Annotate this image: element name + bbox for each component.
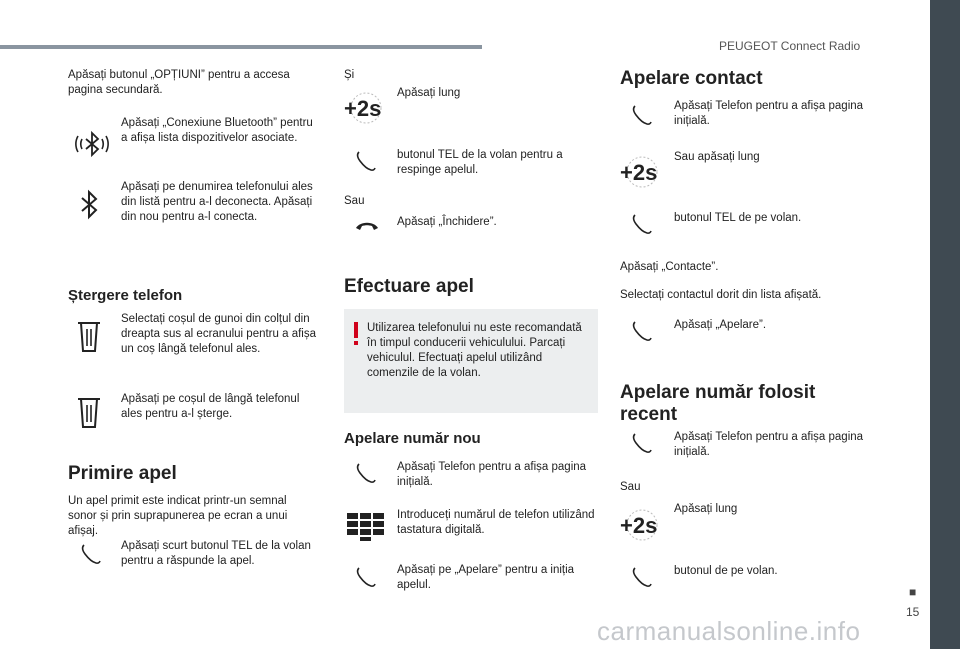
- delete-phone-heading: Ștergere telefon: [68, 287, 183, 304]
- contact-step-1: Apăsați Telefon pentru a afișa pagina inițială.: [674, 100, 864, 127]
- hang-up-icon: [354, 219, 380, 238]
- new-number-heading: Apelare număr nou: [344, 430, 481, 447]
- phone-handset-icon: [355, 566, 377, 593]
- keypad-icon: [347, 513, 385, 546]
- phone-handset-icon: [631, 566, 653, 593]
- recent-long-press: Apăsați lung: [674, 503, 738, 515]
- make-call-heading: Efectuare apel: [344, 276, 474, 297]
- delete-step-2: Apăsați pe coșul de lângă telefonul ales pentru a-l șterge.: [121, 393, 300, 420]
- receive-call-text: Un apel primit este indicat printr-un semnal sonor și prin suprapunerea pe ecran a unui afișaj.: [68, 495, 288, 537]
- recent-button-step: butonul de pe volan.: [674, 565, 778, 577]
- receive-call-step: Apăsați scurt butonul TEL de la volan pentru a răspunde la apel.: [121, 540, 311, 567]
- contact-step-3: butonul TEL de pe volan.: [674, 212, 802, 224]
- long-press-2s-icon: [344, 90, 384, 131]
- phone-handset-icon: [631, 320, 653, 347]
- bt-connection-step: Apăsați „Conexiune Bluetooth” pentru a afișa lista dispozitivelor asociate.: [121, 117, 313, 144]
- trash-icon: [77, 396, 101, 435]
- warning-exclamation-icon: [352, 322, 360, 351]
- phone-handset-icon: [355, 150, 377, 177]
- call-contact-heading: Apelare contact: [620, 68, 763, 89]
- options-intro: Apăsați butonul „OPȚIUNI” pentru a accesa pagina secundară.: [68, 69, 290, 96]
- and-label: Și: [344, 69, 355, 81]
- contacts-step: Apăsați „Contacte”.: [620, 261, 719, 273]
- header-title: PEUGEOT Connect Radio: [719, 39, 861, 53]
- page-marker: ■: [909, 585, 917, 599]
- recent-number-heading: Apelare număr folosit recent: [620, 382, 816, 425]
- long-press-label: Apăsați lung: [397, 87, 461, 99]
- or-label: Sau: [344, 195, 365, 207]
- header-rule: [0, 45, 482, 49]
- new-number-step-2: Introduceți numărul de telefon utilizând tastatura digitală.: [397, 509, 595, 536]
- phone-handset-icon: [80, 543, 102, 570]
- bt-phone-step: Apăsați pe denumirea telefonului ales din listă pentru a-l deconecta. Apăsați din nou pentru a-l conecta.: [121, 181, 313, 223]
- recent-step-1: Apăsați Telefon pentru a afișa pagina inițială.: [674, 431, 864, 458]
- contact-step-2: Sau apăsați lung: [674, 151, 760, 163]
- phone-handset-icon: [631, 104, 653, 131]
- phone-handset-icon: [631, 432, 653, 459]
- receive-call-heading: Primire apel: [68, 463, 177, 484]
- phone-handset-icon: [355, 462, 377, 489]
- svg-text:+2s: +2s: [620, 160, 658, 185]
- hang-up-step: Apăsați „Închidere”.: [397, 216, 497, 228]
- phone-handset-icon: [631, 213, 653, 240]
- long-press-2s-icon: [620, 154, 660, 195]
- contact-call-step: Apăsați „Apelare”.: [674, 319, 767, 331]
- bluetooth-connection-icon: [72, 124, 112, 169]
- reject-call-step: butonul TEL de la volan pentru a respinge apelul.: [397, 149, 563, 176]
- svg-text:+2s: +2s: [344, 96, 382, 121]
- recent-or-label: Sau: [620, 481, 641, 493]
- trash-icon: [77, 320, 101, 359]
- bluetooth-icon: [78, 188, 102, 227]
- select-contact-step: Selectați contactul dorit din lista afișată.: [620, 289, 822, 301]
- page-sidebar: [930, 0, 960, 649]
- new-number-step-3: Apăsați pe „Apelare” pentru a iniția apelul.: [397, 564, 575, 591]
- page-number: 15: [906, 605, 920, 619]
- watermark: carmanualsonline.info: [597, 616, 861, 646]
- delete-step-1: Selectați coșul de gunoi din colțul din dreapta sus al ecranului pentru a afișa un coș lângă telefonul ales.: [121, 313, 316, 355]
- svg-text:+2s: +2s: [620, 513, 658, 538]
- long-press-2s-icon: [620, 507, 660, 548]
- warning-text: Utilizarea telefonului nu este recomandată în timpul conducerii vehiculului. Parcați vehiculul. Efectuați apelul utilizând comenzile de la volan.: [367, 322, 582, 379]
- new-number-step-1: Apăsați Telefon pentru a afișa pagina inițială.: [397, 461, 587, 488]
